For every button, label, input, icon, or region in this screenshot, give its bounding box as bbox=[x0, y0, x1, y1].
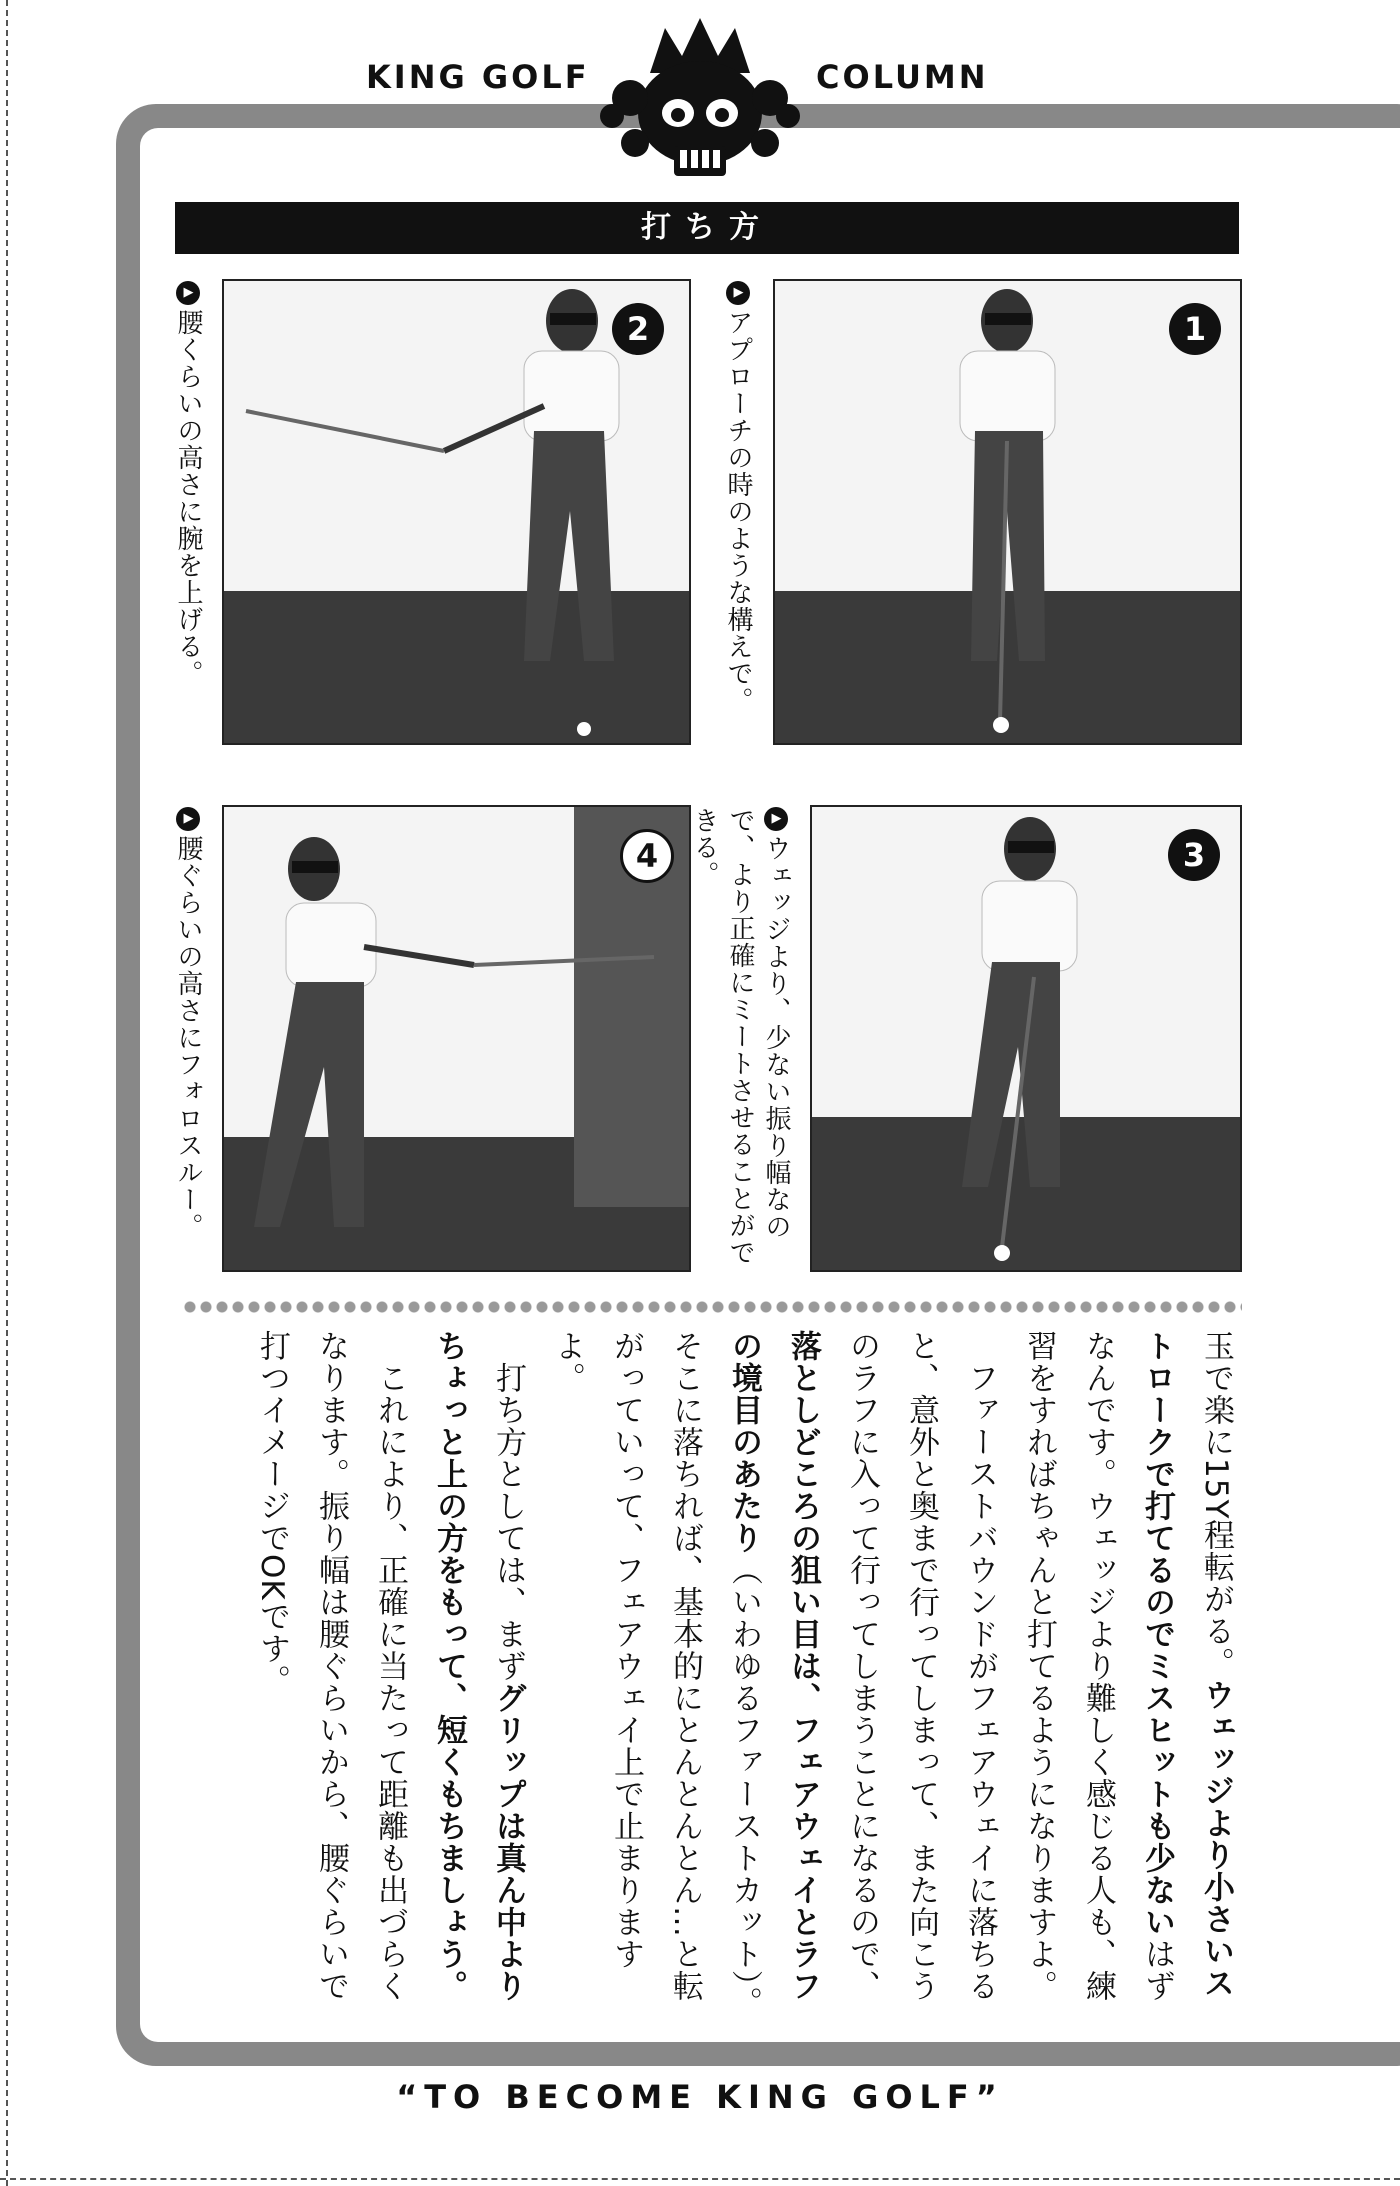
photo-step-1 bbox=[773, 279, 1242, 745]
body-text-p3a: 打ち方としては、まず bbox=[490, 1362, 526, 1682]
cut-line-left bbox=[6, 0, 8, 2186]
body-text-p1c: はずなんです。ウェッジより難しく感じる人も、練習をすればちゃんと打てるようになりますよ。 bbox=[1021, 1330, 1175, 2002]
caption-step-2 bbox=[170, 281, 206, 741]
caption-marker-icon: ▶ bbox=[764, 807, 788, 831]
photo-step-3 bbox=[810, 805, 1242, 1272]
photo-step-4 bbox=[222, 805, 691, 1272]
golfer-address-figure bbox=[775, 281, 1240, 743]
caption-step-3 bbox=[689, 807, 794, 1267]
caption-step-4 bbox=[170, 807, 206, 1267]
caption-text-1: アプローチの時のような構えで。 bbox=[723, 309, 753, 714]
caption-marker-icon: ▶ bbox=[726, 281, 750, 305]
body-text-p3b-bold: グリップは真ん中よりちょっと上の方をもって、短くもちましょう。 bbox=[431, 1330, 526, 2002]
body-text-p2b-bold: 落としどころの狙い目は、フェアウェイとラフの境目のあたり bbox=[726, 1330, 821, 2002]
step-number-3: 3 bbox=[1168, 829, 1220, 881]
header-left-title: KING GOLF bbox=[366, 58, 590, 96]
paragraph-4 bbox=[242, 1330, 419, 2030]
caption-marker-icon: ▶ bbox=[176, 807, 200, 831]
caption-text-2: 腰くらいの高さに腕を上げる。 bbox=[173, 309, 203, 687]
golfer-follow-through-figure bbox=[224, 807, 689, 1270]
paragraph-3 bbox=[419, 1330, 537, 2030]
step-number-4: 4 bbox=[620, 829, 674, 883]
caption-text-3: ウェッジより、少ない振り幅なので、より正確にミートさせることができる。 bbox=[689, 807, 791, 1266]
caption-step-1 bbox=[720, 281, 756, 741]
photo-step-2 bbox=[222, 279, 691, 745]
paragraph-2 bbox=[537, 1330, 1009, 2030]
step-number-2: 2 bbox=[612, 303, 664, 355]
cut-line-bottom bbox=[0, 2178, 1400, 2180]
article-body bbox=[165, 1330, 1245, 2030]
dotted-divider bbox=[182, 1300, 1242, 1314]
body-text-p2a: ファーストバウンドがフェアウェイに落ちると、意外と奥まで行ってしまって、また向こうのラフに入って行ってしまうことになるので、 bbox=[844, 1330, 998, 2002]
body-text-p4: これにより、正確に当たって距離も出づらくなります。振り幅は腰ぐらいから、腰ぐらいで打つイメージでOKです。 bbox=[254, 1330, 408, 2002]
step-number-1: 1 bbox=[1169, 303, 1221, 355]
paragraph-1 bbox=[1009, 1330, 1245, 2030]
section-title: 打ち方 bbox=[175, 202, 1239, 254]
body-text-p1a: 玉で楽に15Y程転がる。 bbox=[1198, 1330, 1234, 1680]
body-text-p1b-bold: ウェッジより小さいストロークで打てるのでミスヒットも少ない bbox=[1139, 1330, 1234, 2000]
skull-crown-logo-icon bbox=[590, 18, 810, 188]
body-text-p2c: （いわゆるファーストカット）。そこに落ちれば、基本的にとんとんとん…と転がっていって、フェアウェイ上で止まりますよ。 bbox=[549, 1330, 762, 2019]
caption-marker-icon: ▶ bbox=[176, 281, 200, 305]
footer-tagline: “TO BECOME KING GOLF” bbox=[396, 2078, 1004, 2116]
caption-text-4: 腰ぐらいの高さにフォロスルー。 bbox=[173, 835, 203, 1240]
golfer-backswing-figure bbox=[224, 281, 689, 743]
header-right-title: COLUMN bbox=[816, 58, 989, 96]
golfer-impact-figure bbox=[812, 807, 1240, 1270]
